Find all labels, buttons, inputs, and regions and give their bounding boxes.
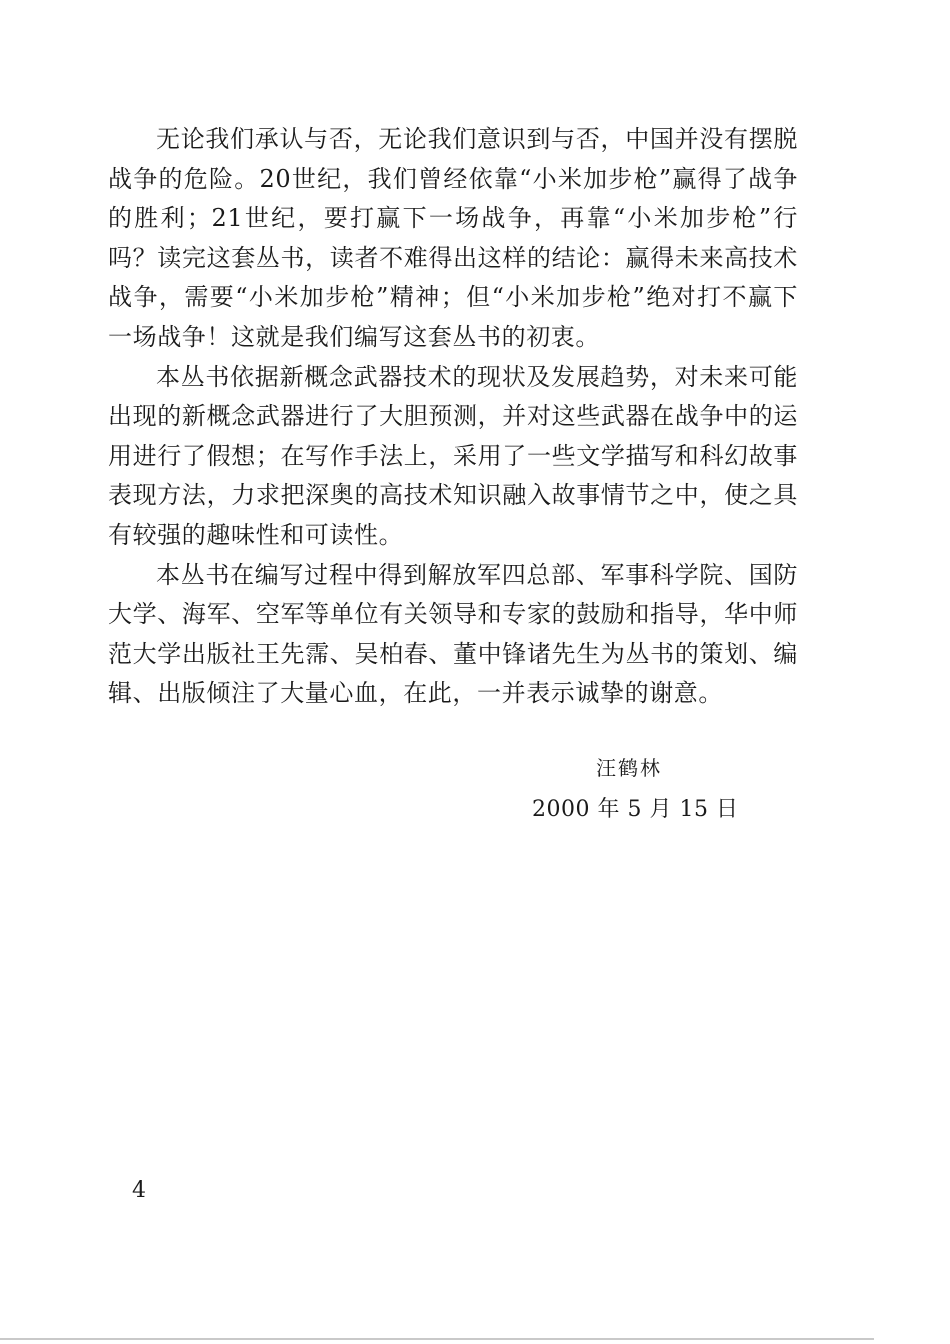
paragraph-3: 本丛书在编写过程中得到解放军四总部、军事科学院、国防大学、海军、空军等单位有关领导和专家的鼓励和指导，华中师范大学出版社王先霈、吴柏春、董中锋诸先生为丛书的策划、编辑、出版倾注了大量心血，在此，一并表示诚挚的谢意。 [108,560,798,708]
body-text [108,120,798,714]
signature-date: 2000 年 5 月 15 日 [532,797,739,822]
author-signature: 汪鹤林 [596,756,662,780]
paragraph-1: 无论我们承认与否，无论我们意识到与否，中国并没有摆脱战争的危险。20世纪，我们曾经依靠“小米加步枪”赢得了战争的胜利；21世纪，要打赢下一场战争，再靠“小米加步枪”行吗？读完这套丛书，读者不难得出这样的结论：赢得未来高技术战争，需要“小米加步枪”精神；但“小米加步枪”绝对打不赢下一场战争！这就是我们编写这套丛书的初衷。 [108,125,798,351]
page-number: 4 [132,1178,146,1203]
paragraph-2: 本丛书依据新概念武器技术的现状及发展趋势，对未来可能出现的新概念武器进行了大胆预测，并对这些武器在战争中的运用进行了假想；在写作手法上，采用了一些文学描写和科幻故事表现方法，力求把深奥的高技术知识融入故事情节之中，使之具有较强的趣味性和可读性。 [108,362,798,549]
page-bottom-edge [0,1338,874,1340]
